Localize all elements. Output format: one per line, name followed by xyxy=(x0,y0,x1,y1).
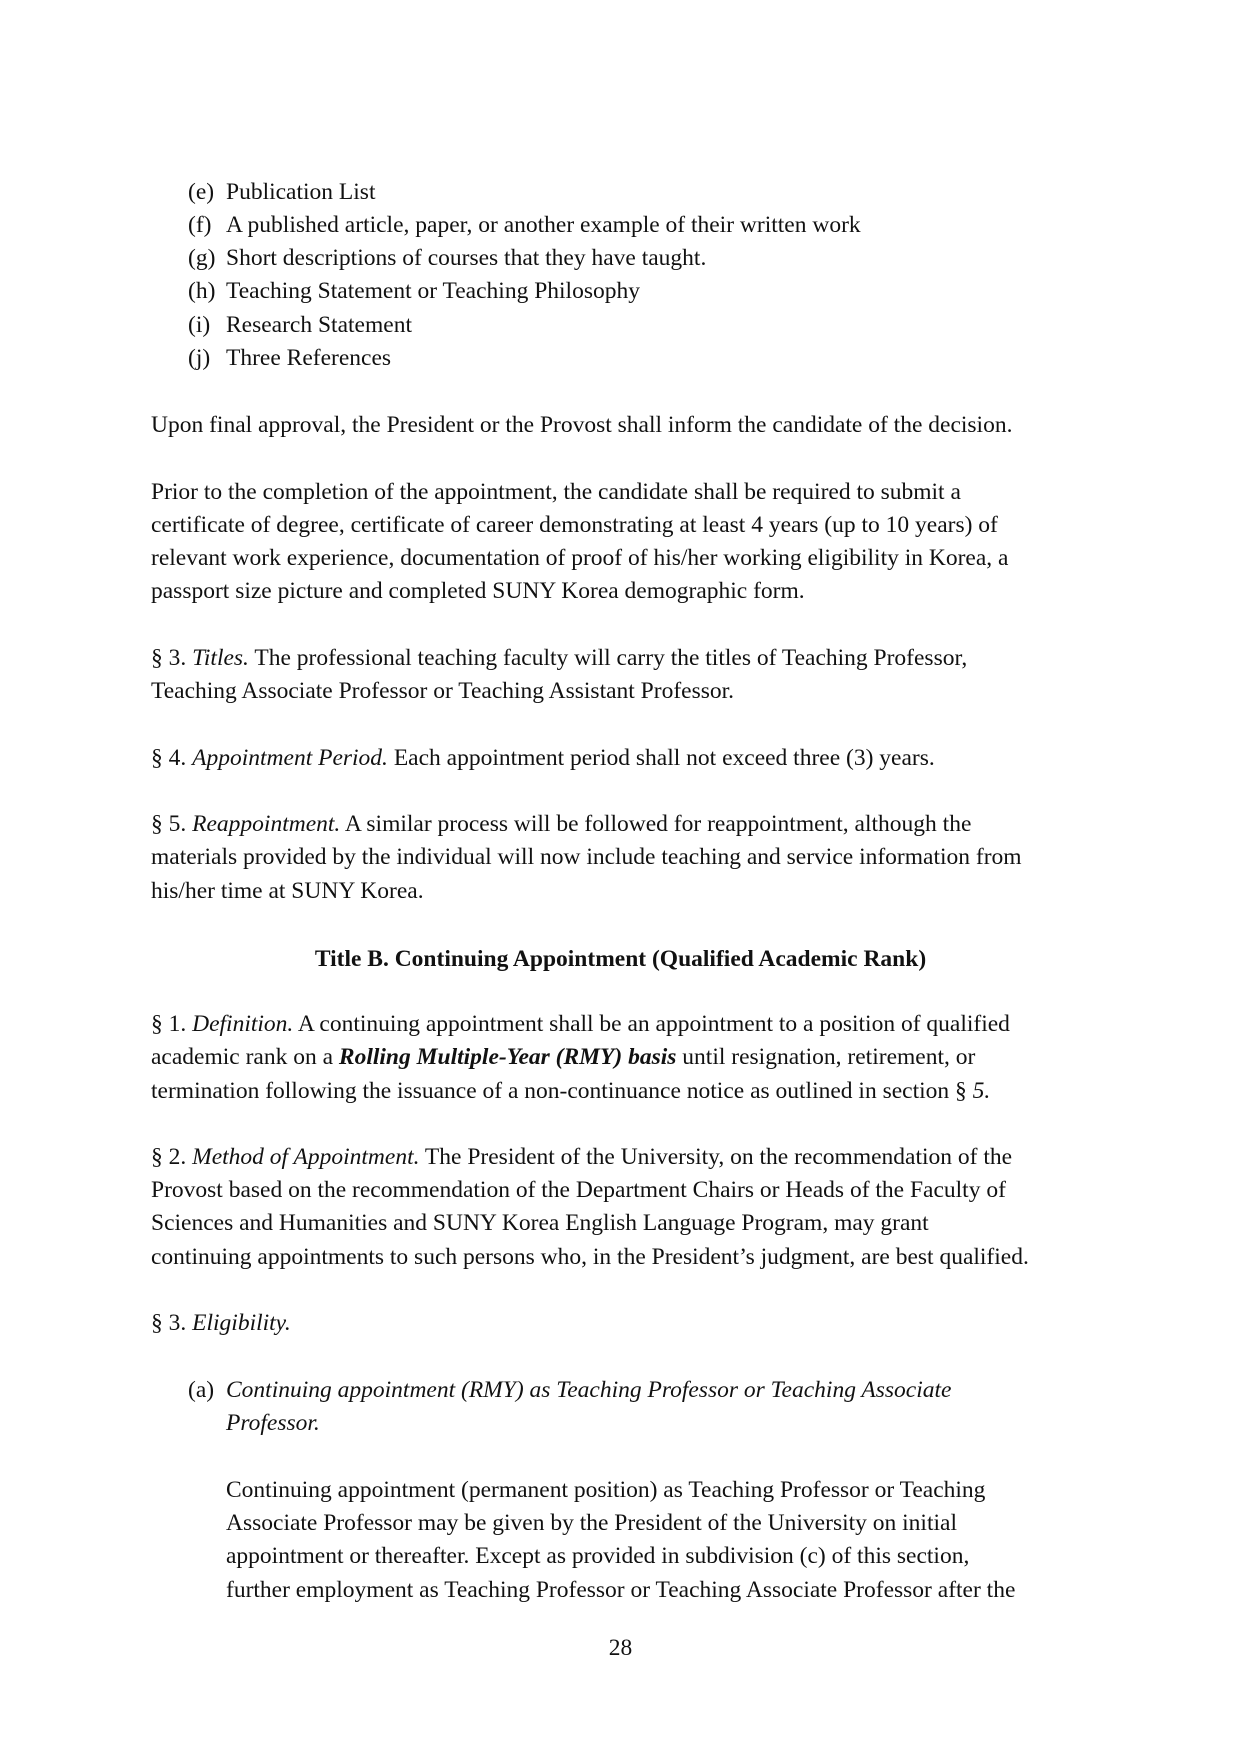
section-reappointment xyxy=(151,808,1111,841)
section-text: A continuing appointment shall be an appointment to a position of qualified xyxy=(293,1011,1010,1037)
section-text: materials provided by the individual will now include teaching and service information from xyxy=(151,844,1022,870)
list-item-text: Publication List xyxy=(226,179,376,205)
section-number: § 3. xyxy=(151,1310,187,1336)
list-item xyxy=(188,242,706,275)
section-definition xyxy=(151,1008,1111,1041)
section-text: The professional teaching faculty will carry the titles of Teaching Professor, xyxy=(248,645,968,671)
section-text: his/her time at SUNY Korea. xyxy=(151,878,424,904)
section-method-of-appointment xyxy=(151,1141,1111,1174)
list-marker: (a) xyxy=(188,1377,215,1403)
list-marker: (e) xyxy=(188,179,215,205)
section-text: A similar process will be followed for reappointment, although the xyxy=(340,811,972,837)
list-item xyxy=(188,275,640,308)
subsection-a-heading xyxy=(188,1374,951,1407)
section-number: § 2. xyxy=(151,1144,187,1170)
page-number: 28 xyxy=(608,1635,633,1661)
prior-paragraph-line: Prior to the completion of the appointment, the candidate shall be required to submit a xyxy=(151,479,961,505)
section-text: Each appointment period shall not exceed three (3) years. xyxy=(387,745,935,771)
section-text: Teaching Associate Professor or Teaching Assistant Professor. xyxy=(151,678,735,704)
section-label: Appointment Period. xyxy=(192,745,388,771)
list-marker: (f) xyxy=(188,212,212,238)
title-b-heading: Title B. Continuing Appointment (Qualified Academic Rank) xyxy=(314,946,927,972)
section-label: Definition. xyxy=(192,1011,294,1037)
section-label: Method of Appointment. xyxy=(192,1144,420,1170)
list-item xyxy=(188,309,412,342)
subsection-body-line: further employment as Teaching Professor or Teaching Associate Professor after the xyxy=(226,1577,1016,1603)
section-number: § 4. xyxy=(151,745,187,771)
section-text: Sciences and Humanities and SUNY Korea English Language Program, may grant xyxy=(151,1210,929,1236)
section-number: § 1. xyxy=(151,1011,187,1037)
section-label: Titles. xyxy=(192,645,249,671)
section-number: § 5. xyxy=(151,811,187,837)
list-item xyxy=(188,342,391,375)
section-text: continuing appointments to such persons who, in the President’s judgment, are best qualified. xyxy=(151,1244,1029,1270)
rmy-basis-emphasis: Rolling Multiple-Year (RMY) basis xyxy=(338,1044,677,1070)
list-item xyxy=(188,209,861,242)
subsection-heading-text: Professor. xyxy=(226,1410,320,1436)
list-item-text: Research Statement xyxy=(226,312,412,338)
list-marker: (j) xyxy=(188,345,211,371)
section-text xyxy=(151,1075,1111,1108)
list-item-text: Teaching Statement or Teaching Philosophy xyxy=(226,278,640,304)
list-item-text: A published article, paper, or another example of their written work xyxy=(226,212,861,238)
section-label: Eligibility. xyxy=(192,1310,291,1336)
prior-paragraph-line: certificate of degree, certificate of career demonstrating at least 4 years (up to 10 years) of xyxy=(151,512,998,538)
section-text xyxy=(151,1041,1111,1074)
section-appointment-period xyxy=(151,742,1111,775)
section-text: Provost based on the recommendation of the Department Chairs or Heads of the Faculty of xyxy=(151,1177,1006,1203)
section-number: § 3. xyxy=(151,645,187,671)
text-run: academic rank on a xyxy=(151,1044,339,1070)
list-item xyxy=(188,176,375,209)
text-run: termination following the issuance of a non-continuance notice as outlined in section § xyxy=(151,1078,973,1104)
subsection-body-line: Associate Professor may be given by the President of the University on initial xyxy=(226,1510,957,1536)
section-label: Reappointment. xyxy=(192,811,341,837)
list-item-text: Three References xyxy=(226,345,392,371)
section-text: The President of the University, on the recommendation of the xyxy=(419,1144,1013,1170)
subsection-body-line: Continuing appointment (permanent position) as Teaching Professor or Teaching xyxy=(226,1477,986,1503)
list-marker: (i) xyxy=(188,312,211,338)
list-item-text: Short descriptions of courses that they have taught. xyxy=(226,245,707,271)
text-run: until resignation, retirement, or xyxy=(676,1044,976,1070)
prior-paragraph-line: passport size picture and completed SUNY Korea demographic form. xyxy=(151,578,805,604)
subsection-body-line: appointment or thereafter. Except as provided in subdivision (c) of this section, xyxy=(226,1543,970,1569)
section-titles xyxy=(151,642,1111,675)
section-eligibility xyxy=(151,1307,1111,1340)
approval-paragraph: Upon final approval, the President or the Provost shall inform the candidate of the decision. xyxy=(151,412,1013,438)
prior-paragraph-line: relevant work experience, documentation of proof of his/her working eligibility in Korea, a xyxy=(151,545,1009,571)
subsection-heading-text: Continuing appointment (RMY) as Teaching Professor or Teaching Associate xyxy=(226,1377,952,1403)
section-reference: 5. xyxy=(972,1078,991,1104)
list-marker: (h) xyxy=(188,278,216,304)
list-marker: (g) xyxy=(188,245,216,271)
